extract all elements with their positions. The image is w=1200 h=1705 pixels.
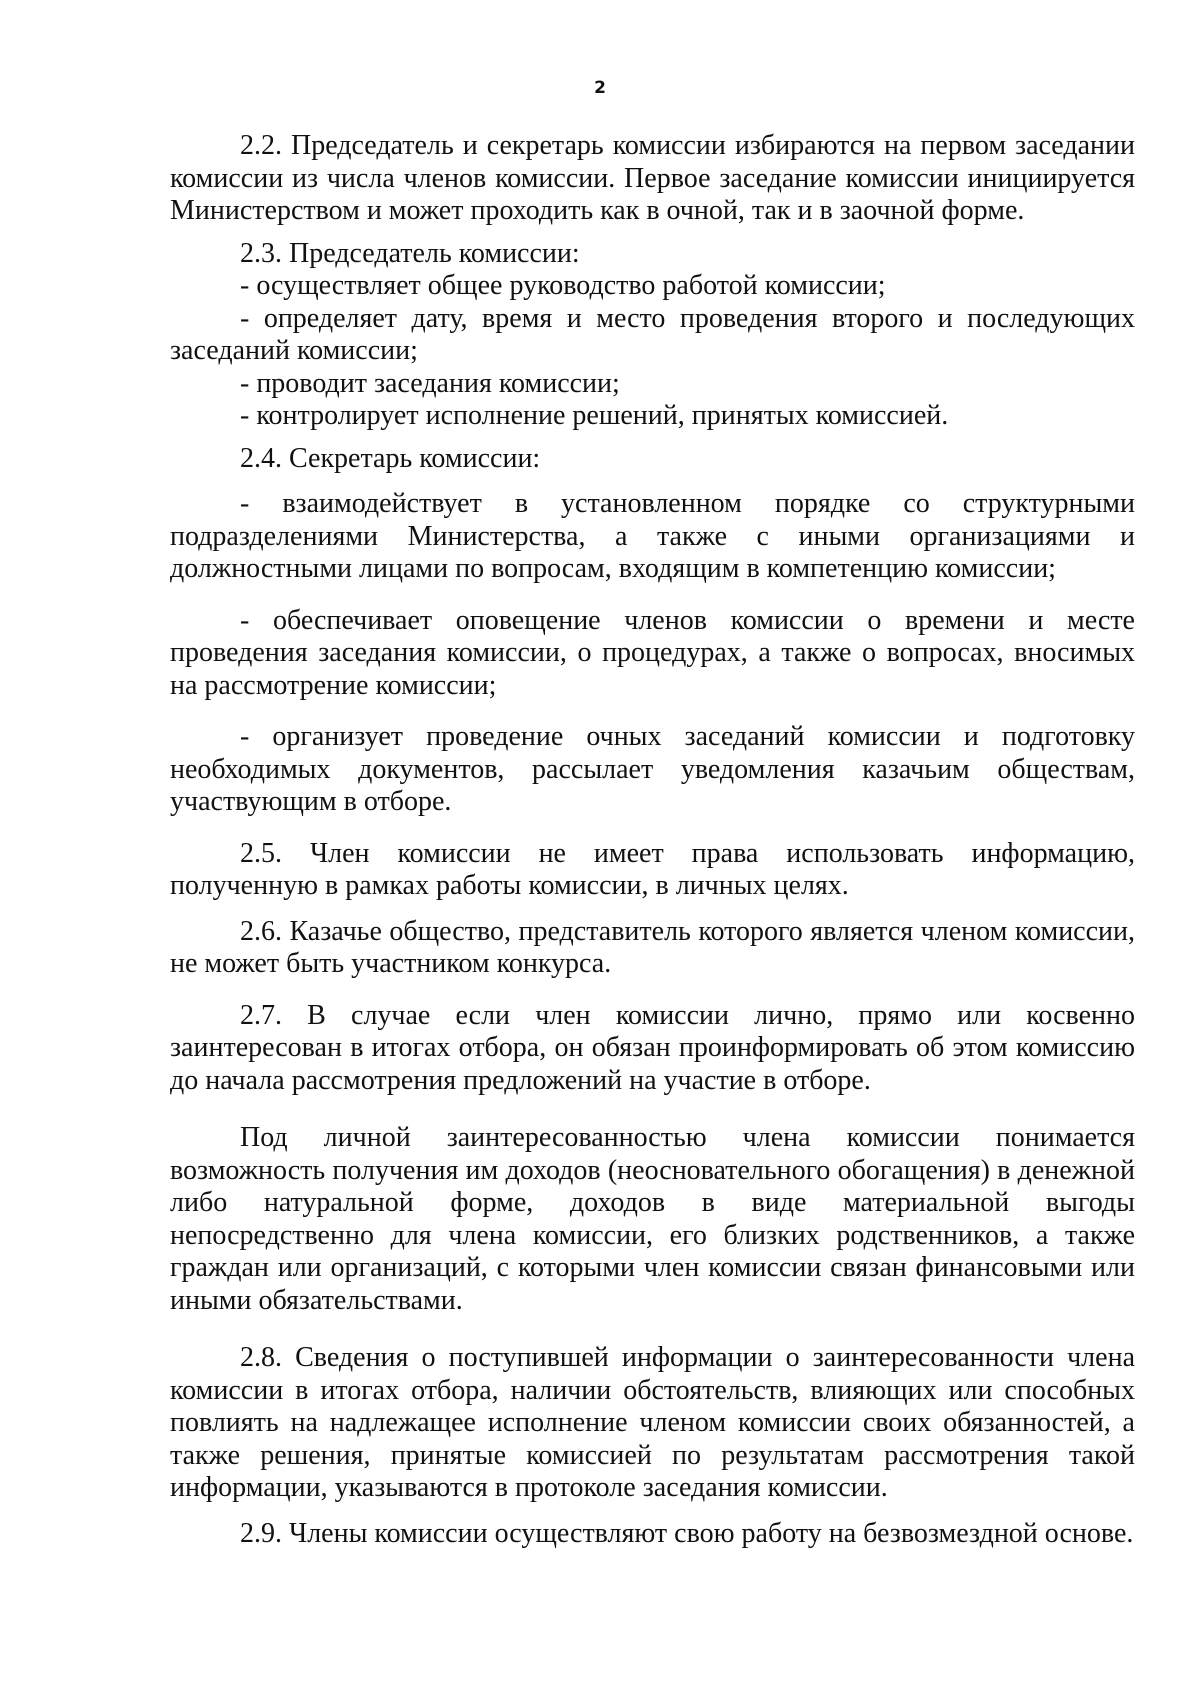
paragraph-2-9: 2.9. Члены комиссии осуществляют свою работу на безвозмездной основе. — [240, 1517, 1134, 1549]
page-number: 2 — [594, 78, 606, 98]
list-item-chairman-1: - осуществляет общее руководство работой комиссии; — [240, 270, 886, 301]
paragraph-2-7: 2.7. В случае если член комиссии лично, прямо или косвенно заинтересован в итогах отбора, он обязан проинформировать об этом комиссию до начала рассмотрения предложений на участие в отборе. — [170, 999, 1135, 1096]
paragraph-2-3: 2.3. Председатель комиссии: — [240, 237, 580, 269]
paragraph-2-2: 2.2. Председатель и секретарь комиссии избираются на первом заседании комиссии из числа членов комиссии. Первое заседание комиссии инициируется Министерством и может проходить как в очной, так и в заочной форме. — [170, 130, 1135, 226]
list-item-chairman-4: - контролирует исполнение решений, принятых комиссией. — [240, 400, 949, 431]
paragraph-2-4: 2.4. Секретарь комиссии: — [240, 442, 541, 474]
list-item-secretary-1: - взаимодействует в установленном порядке со структурными подразделениями Министерства, а также с иными организациями и должностными лицами по вопросам, входящим в компетенцию комиссии; — [170, 488, 1135, 584]
list-item-chairman-2: - определяет дату, время и место проведения второго и последующих заседаний комиссии; — [170, 302, 1135, 366]
paragraph-2-8: 2.8. Сведения о поступившей информации о заинтересованности члена комиссии в итогах отбора, наличии обстоятельств, влияющих или способных повлиять на надлежащее исполнение членом комиссии своих обязанностей, а также решения, принятые комиссией по результатам рассмотрения такой информации, указываются в протоколе заседания комиссии. — [170, 1342, 1135, 1503]
paragraph-2-6: 2.6. Казачье общество, представитель которого является членом комиссии, не может быть участником конкурса. — [170, 915, 1135, 979]
paragraph-2-5: 2.5. Член комиссии не имеет права использовать информацию, полученную в рамках работы комиссии, в личных целях. — [170, 837, 1135, 901]
paragraph-personal-interest: Под личной заинтересованностью члена комиссии понимается возможность получения им доходов (неосновательного обогащения) в денежной либо натуральной форме, доходов в виде материальной выгоды непосредственно для члена комиссии, его близких родственников, а также граждан или организаций, с которыми член комиссии связан финансовыми или иными обязательствами. — [170, 1122, 1135, 1316]
document-body — [170, 130, 1135, 1550]
list-item-secretary-2: - обеспечивает оповещение членов комиссии о времени и месте проведения заседания комиссии, о процедурах, а также о вопросах, вносимых на рассмотрение комиссии; — [170, 604, 1135, 701]
list-item-chairman-3: - проводит заседания комиссии; — [240, 367, 620, 399]
list-item-secretary-3: - организует проведение очных заседаний комиссии и подготовку необходимых документов, рассылает уведомления казачьим обществам, участвующим в отборе. — [170, 721, 1135, 817]
